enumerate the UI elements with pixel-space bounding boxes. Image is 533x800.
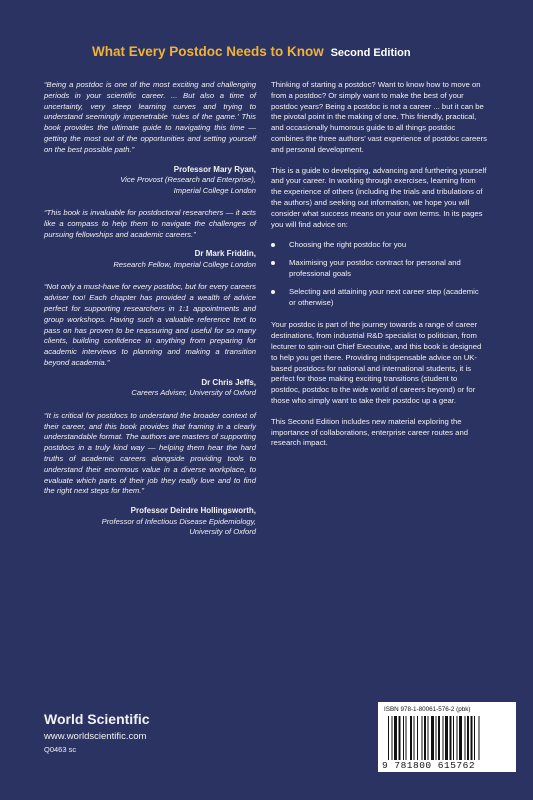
endorsements-column xyxy=(44,80,256,538)
blurb-paragraph: Your postdoc is part of the journey towards a range of career destinations, from industrial R&D specialist to politician, from lecturer to spin-out Chief Executive, and this book is designed to help you get there. Providing indispensable advice on UK-based postdocs for national and international students, it is perfect for those making exciting transitions (student to postdoc, postdoc to the wide world of careers beyond) or for those who simply want to take their postdoc up a gear. xyxy=(271,320,482,405)
barcode-bar xyxy=(422,716,423,760)
advice-text: Selecting and attaining your next career step (academic or otherwise) xyxy=(289,286,479,307)
barcode-bar xyxy=(403,716,404,760)
barcode-bar xyxy=(438,716,440,760)
endorsement-attribution xyxy=(44,378,256,399)
barcode-bar xyxy=(431,716,434,760)
barcode-bar xyxy=(474,716,475,760)
endorsement-quote: “Not only a must-have for every postdoc, but for every careers adviser too! Each chapter has provided a wealth of advice perfect for supporting researchers in 1:1 appointments and group workshops. Having such a valuable reference text to pass on has proven to be reassuring and useful for so many clients, building confidence in anything from preparing for academic interviews to planning and making a transition beyond academia.” xyxy=(44,282,256,368)
barcode-bar xyxy=(459,716,462,760)
isbn-digits: 9 781800 615762 xyxy=(382,760,476,771)
barcode-icon xyxy=(386,716,508,760)
advice-item xyxy=(271,240,487,251)
endorsement-attribution xyxy=(44,506,256,538)
barcode-bar xyxy=(465,716,466,760)
barcode-bar xyxy=(399,716,401,760)
advice-text: Choosing the right postdoc for you xyxy=(289,240,407,250)
blurb-paragraph: This is a guide to developing, advancing and furthering yourself and your career. In working through exercises, learning from the experience of others (including the trials and tribulations of the authors) and seeking out information, we hope you will consider what success means on your own terms. In its pages you will find advice on: xyxy=(271,165,487,229)
barcode-bar xyxy=(467,716,469,760)
barcode-bar xyxy=(388,716,389,760)
advice-item xyxy=(271,258,487,280)
blurb-paragraph: This Second Edition includes new material exploring the importance of collaborations, enterprise career routes and research impact. xyxy=(271,416,468,448)
barcode-bar xyxy=(471,716,473,760)
barcode-bar xyxy=(424,716,426,760)
barcode-bar xyxy=(443,716,444,760)
endorser-role: University of Oxford xyxy=(189,527,256,537)
barcode-bar xyxy=(450,716,452,760)
advice-list xyxy=(271,240,487,308)
barcode-bar xyxy=(453,716,454,760)
barcode-bar xyxy=(410,716,412,760)
barcode-bar xyxy=(414,716,415,760)
barcode-bar xyxy=(417,716,418,760)
barcode-bar xyxy=(394,716,397,760)
barcode-bar xyxy=(457,716,458,760)
endorsement-attribution xyxy=(44,165,256,197)
title-main: What Every Postdoc Needs to Know xyxy=(92,44,324,59)
barcode-bar xyxy=(406,716,407,760)
endorsement-quote: “Being a postdoc is one of the most exciting and challenging periods in your scientific career. ... But also a time of uncertainty, very steep learning curves and trying to understand seemingly impenetrable ‘rules of the game.’ This book provides the ultimate guide to navigating this time — getting the most out of the opportunities and setting yourself on the best possible path.” xyxy=(44,80,256,154)
bullet-icon xyxy=(271,243,275,247)
product-code: Q0463 sc xyxy=(44,745,77,754)
bullet-icon xyxy=(271,261,275,265)
endorser-role: Careers Adviser, University of Oxford xyxy=(131,388,256,398)
blurb-paragraph: Thinking of starting a postdoc? Want to know how to move on from a postdoc? Or simply want to make the best of your postdoc years? Being a postdoc is not a career ... but it can be the pivotal point in the making of one. This friendly, practical, and occasionally humorous guide to all things postdoc combines the three authors’ vast experience of postdoc careers and personal development. xyxy=(271,80,487,154)
advice-item xyxy=(271,287,487,309)
barcode-bar xyxy=(392,716,393,760)
publisher-block xyxy=(44,711,150,755)
endorser-name: Dr Mark Friddin, xyxy=(194,249,256,259)
endorser-role: Research Fellow, Imperial College London xyxy=(113,259,256,269)
isbn-label: ISBN 978-1-80061-576-2 (pbk) xyxy=(384,706,471,713)
barcode-bar xyxy=(436,716,437,760)
advice-text: Maximising your postdoc contract for personal and professional goals xyxy=(289,258,461,278)
bullet-icon xyxy=(271,290,275,294)
endorser-role: Professor of Infectious Disease Epidemiology, xyxy=(101,516,256,526)
book-title xyxy=(92,44,411,59)
isbn-barcode-box xyxy=(378,702,516,772)
barcode-bar xyxy=(479,716,480,760)
publisher-name: World Scientific xyxy=(44,711,150,727)
endorser-role: Vice Provost (Research and Enterprise), xyxy=(120,175,256,185)
endorsement-quote: “It is critical for postdocs to understand the broader context of their career, and this book provides that framing in a clearly understandable format. The authors are masters of supporting postdocs in a truly kind way — helping them hear the hard truths of academic careers alongside providing tools to understand their enormous value in a diverse workplace, to evaluate which parts of their job they really love and to find the right next steps for them.” xyxy=(44,410,256,496)
publisher-url: www.worldscientific.com xyxy=(44,731,147,742)
endorsement-attribution xyxy=(44,249,256,270)
endorser-name: Professor Mary Ryan, xyxy=(173,164,256,174)
blurb-column xyxy=(271,80,487,449)
barcode-bar xyxy=(445,716,448,760)
endorser-role: Imperial College London xyxy=(173,185,256,195)
endorsement-quote: “This book is invaluable for postdoctoral researchers — it acts like a compass to help them to navigate the challenges of pursuing fellowships and academic careers.” xyxy=(44,208,256,239)
barcode-bar xyxy=(428,716,429,760)
title-edition: Second Edition xyxy=(330,47,411,59)
endorser-name: Dr Chris Jeffs, xyxy=(201,377,256,387)
endorser-name: Professor Deirdre Hollingsworth, xyxy=(130,506,256,516)
